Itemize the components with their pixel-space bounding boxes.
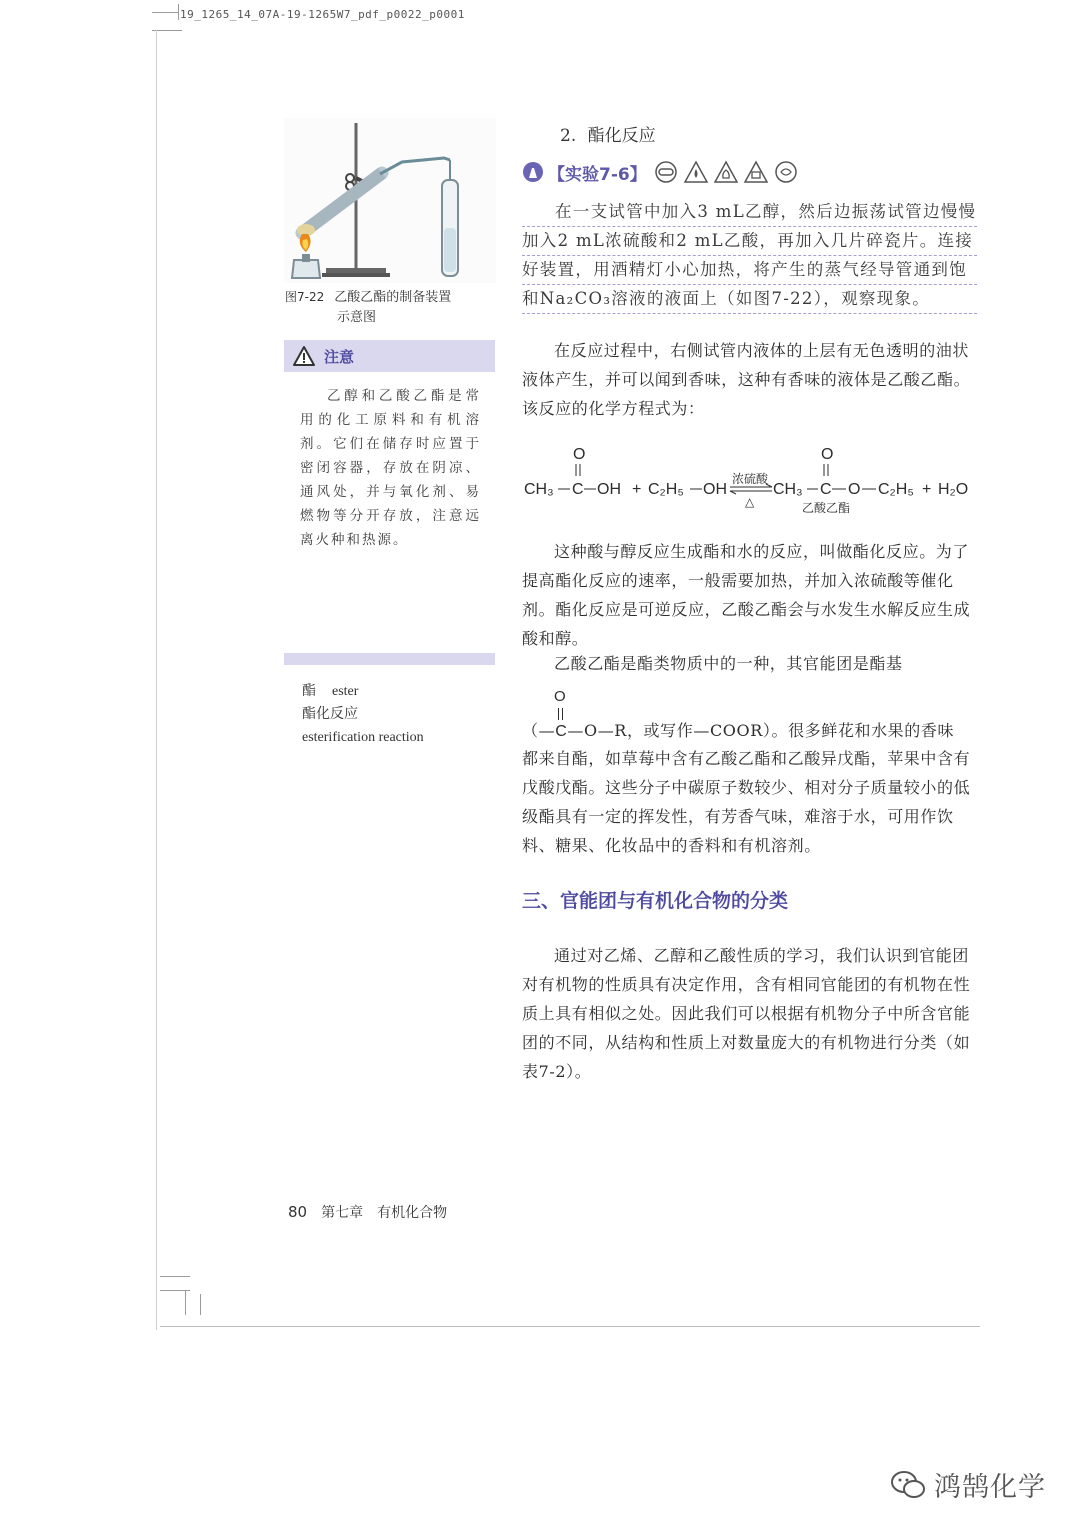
ester-group-oxygen: O [554, 688, 566, 705]
scan-mark [200, 1294, 201, 1315]
equation-plus-2: + [922, 481, 932, 498]
equation-catalyst: 浓硫酸 [732, 472, 769, 486]
watermark [890, 1465, 1046, 1504]
observation-text: 在反应过程中，右侧试管内液体的上层有无色透明的油状液体产生，并可以闻到香味，这种有香味的液体是乙酸乙酯。该反应的化学方程式为： [522, 341, 971, 418]
experiment-line: 好装置，用酒精灯小心加热，将产生的蒸气经导管通到饱 [522, 256, 977, 285]
equation-acid-carbon: C [572, 481, 584, 498]
figure-label: 图7-22 [285, 290, 325, 304]
corrosive-warning-icon [743, 160, 769, 184]
definition-text: 这种酸与醇反应生成酯和水的反应，叫做酯化反应。为了提高酯化反应的速率，一般需要加热，并加入浓硫酸等催化剂。酯化反应是可逆反应，乙酸乙酯会与水发生水解反应生成酸和醇。 [522, 542, 971, 648]
equation-product-carbon: C [820, 481, 832, 498]
experiment-line: 在一支试管中加入3 mL乙醇，然后边振荡试管边慢慢 [522, 198, 977, 227]
esterification-apparatus-figure [284, 118, 496, 283]
goggles-icon [653, 160, 679, 184]
warning-triangle-icon [292, 345, 316, 367]
equation-product-name: 乙酸乙酯 [802, 501, 851, 515]
glossary-bar [284, 653, 495, 665]
subsection-title: 酯化反应 [587, 126, 656, 146]
page-footer [288, 1202, 447, 1222]
equation-product-oxygen: O [848, 481, 861, 498]
page-left-edge [156, 30, 157, 1330]
equation-product-methyl: CH₃ [773, 481, 803, 498]
classification-paragraph [522, 941, 977, 1086]
ester-group-formula: （—C—O—R，或写作—COOR）。很多鲜花和水果的香味 [522, 721, 955, 740]
equation-product-ethyl: C₂H₅ [878, 481, 914, 498]
observation-paragraph [522, 336, 977, 423]
figure-caption-line2: 示意图 [337, 310, 377, 325]
ester-intro-paragraph [522, 649, 977, 678]
ester-group-line [522, 688, 977, 740]
chapter-title: 有机化合物 [377, 1205, 448, 1221]
ester-intro-text: 乙酸乙酯是酯类物质中的一种，其官能团是酯基 [554, 654, 903, 673]
equation-water: H₂O [938, 481, 969, 498]
flammable-warning-icon [713, 160, 739, 184]
ester-examples-text: 都来自酯，如草莓中含有乙酸乙酯和乙酸异戊酯，苹果中含有戊酸戊酯。这些分子中碳原子数较少、相对分子质量较小的低级酯具有一定的挥发性，有芳香气味，难溶于水，可用作饮料、糖果、化妆品中的香料和有机溶剂。 [522, 749, 971, 855]
scan-mark [185, 1290, 186, 1315]
experiment-icon [522, 161, 544, 183]
chapter-number: 第七章 [321, 1205, 364, 1221]
esterification-equation [520, 440, 980, 520]
definition-paragraph [522, 537, 977, 653]
glossary-item: 酯化反应 [302, 706, 358, 722]
equation-acid-hydroxyl: OH [597, 481, 621, 498]
equation-alcohol-hydroxyl: OH [703, 481, 727, 498]
ventilation-icon [773, 160, 799, 184]
subsection-heading [560, 121, 656, 146]
scan-mark [152, 12, 178, 13]
glossary-item: 酯 ester [302, 683, 359, 699]
caution-note-header [284, 340, 495, 372]
glossary-item-english: esterification reaction [302, 730, 424, 745]
scan-mark [160, 1276, 190, 1277]
classification-text: 通过对乙烯、乙醇和乙酸性质的学习，我们认识到官能团对有机物的性质具有决定作用，含有相同官能团的有机物在性质上具有相似之处。因此我们可以根据有机物分子中所含官能团的不同，从结构和性质上对数量庞大的有机物进行分类（如表7-2）。 [522, 946, 971, 1081]
figure-caption-line1: 乙酸乙酯的制备装置 [334, 290, 452, 305]
equation-acid-methyl: CH₃ [524, 481, 554, 498]
equation-ethyl: C₂H₅ [648, 481, 684, 498]
figure-caption [285, 287, 451, 328]
caution-note [284, 340, 495, 552]
scan-file-reference: 19_1265_14_07A-19-1265W7_pdf_p0022_p0001 [180, 8, 465, 21]
glossary [302, 680, 424, 749]
watermark-text: 鸿鹄化学 [934, 1472, 1046, 1503]
heating-warning-icon [683, 160, 709, 184]
equation-product-carbonyl-oxygen: O [821, 446, 834, 463]
equation-carbonyl-oxygen: O [573, 446, 586, 463]
caution-note-title: 注意 [324, 347, 355, 366]
experiment-line: 加入2 mL浓硫酸和2 mL乙酸，再加入几片碎瓷片。连接 [522, 227, 977, 256]
section-heading: 三、官能团与有机化合物的分类 [522, 890, 789, 912]
caution-note-text: 乙醇和乙酸乙酯是常用的化工原料和有机溶剂。它们在储存时应置于密闭容器，存放在阴凉、通风处，并与氧化剂、易燃物等分开存放，注意远离火种和热源。 [300, 388, 481, 548]
wechat-logo-icon [890, 1470, 926, 1500]
equation-plus: + [632, 481, 642, 498]
ester-examples-paragraph [522, 744, 977, 860]
page-number: 80 [288, 1203, 308, 1221]
experiment-header [522, 158, 799, 186]
experiment-title: 【实验7-6】 [548, 164, 647, 185]
scan-mark [178, 4, 179, 20]
equation-heat-symbol: △ [745, 495, 755, 509]
experiment-line: 和Na₂CO₃溶液的液面上（如图7-22），观察现象。 [522, 285, 977, 314]
page-bottom-edge [160, 1326, 980, 1327]
subsection-number: 2. [560, 126, 577, 146]
experiment-procedure [522, 198, 977, 314]
